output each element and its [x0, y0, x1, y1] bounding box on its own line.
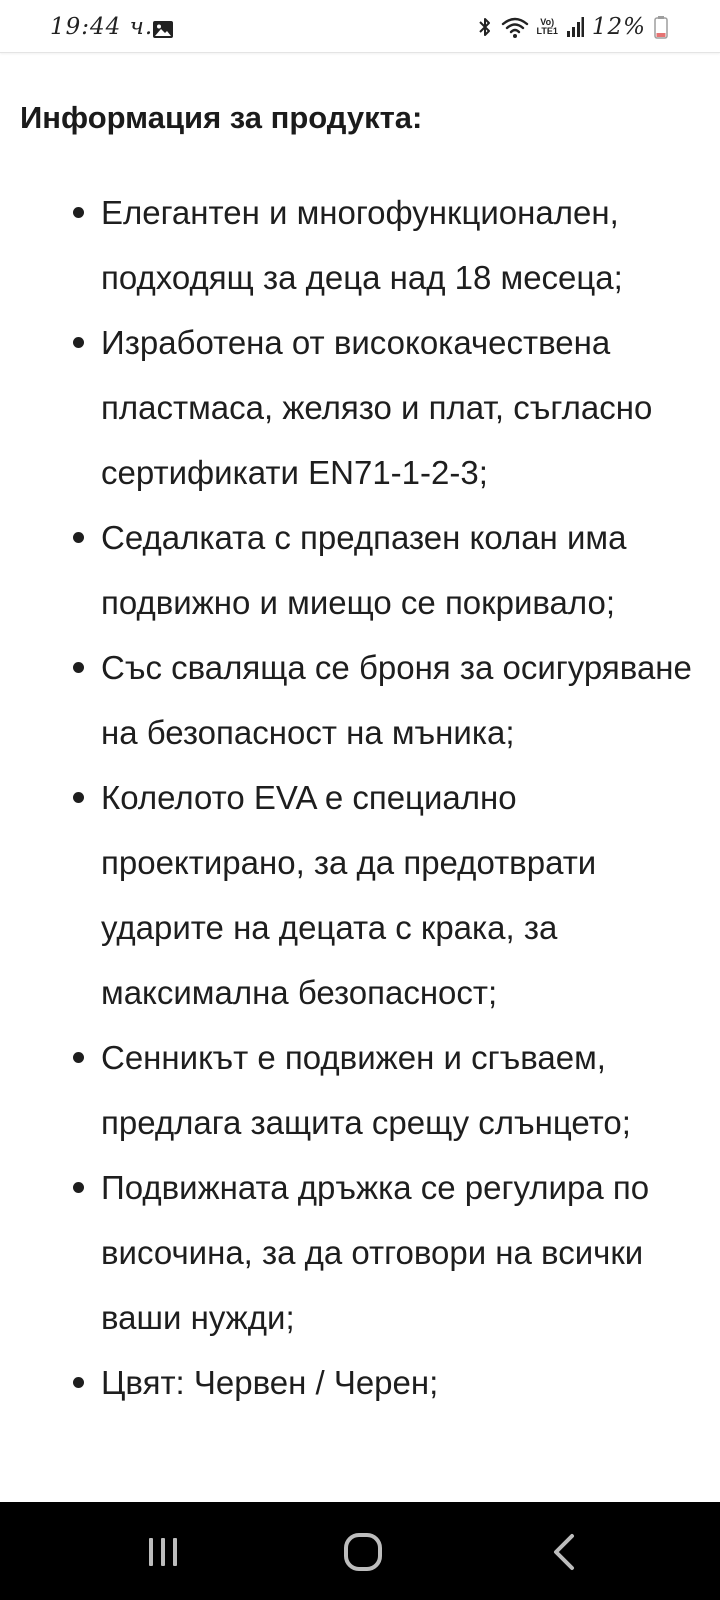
feature-text: Седалката с предпазен колан има подвижно и миещо се покривало;: [101, 519, 627, 621]
wifi-icon: [501, 15, 529, 39]
feature-item: [0, 765, 720, 1025]
feature-text: Елегантен и многофункционален, подходящ за деца над 18 месеца;: [101, 194, 623, 296]
feature-text: Сенникът е подвижен и сгъваем, предлага защита срещу слънцето;: [101, 1039, 631, 1141]
bullet-icon: [73, 1052, 84, 1063]
status-icons: [477, 12, 668, 42]
feature-text: Цвят: Червен / Черен;: [101, 1364, 439, 1401]
feature-text: Със сваляща се броня за осигуряване на безопасност на мъника;: [101, 649, 692, 751]
home-button[interactable]: [339, 1530, 387, 1574]
feature-text: Изработена от висококачествена пластмаса, желязо и плат, съгласно сертификати EN71-1-2-3;: [101, 324, 653, 491]
feature-item: [0, 180, 720, 310]
bullet-icon: [73, 792, 84, 803]
product-info-content[interactable]: [0, 52, 720, 1502]
feature-item: [0, 1350, 720, 1415]
bullet-icon: [73, 532, 84, 543]
feature-list: [0, 180, 720, 1415]
status-time: 19:44 ч.: [50, 14, 154, 40]
status-bar: [0, 0, 720, 53]
bullet-icon: [73, 1182, 84, 1193]
navigation-bar: [0, 1502, 720, 1600]
bullet-icon: [73, 1377, 84, 1388]
battery-percent: 12%: [591, 14, 646, 40]
product-info-heading: Информация за продукта:: [20, 100, 423, 135]
bullet-icon: [73, 662, 84, 673]
recent-apps-icon: [143, 1534, 183, 1570]
feature-item: [0, 1025, 720, 1155]
gallery-icon: [152, 20, 174, 39]
feature-text: Колелото EVA е специално проектирано, за да предотврати ударите на децата с крака, за максимална безопасност;: [101, 779, 597, 1011]
signal-icon: [566, 16, 584, 38]
feature-item: [0, 635, 720, 765]
recent-apps-button[interactable]: [139, 1530, 187, 1574]
lte-label: LTE1: [536, 26, 558, 36]
bullet-icon: [73, 337, 84, 348]
back-icon: [550, 1532, 580, 1572]
bullet-icon: [73, 207, 84, 218]
bluetooth-icon: [477, 15, 493, 39]
feature-item: [0, 1155, 720, 1350]
volte-label: Vo): [540, 17, 555, 27]
back-button[interactable]: [541, 1530, 589, 1574]
feature-item: [0, 310, 720, 505]
home-icon: [343, 1532, 383, 1572]
feature-item: [0, 505, 720, 635]
volte-icon: [537, 18, 558, 36]
battery-icon: [654, 15, 668, 39]
feature-text: Подвижната дръжка се регулира по височина, за да отговори на всички ваши нужди;: [101, 1169, 650, 1336]
